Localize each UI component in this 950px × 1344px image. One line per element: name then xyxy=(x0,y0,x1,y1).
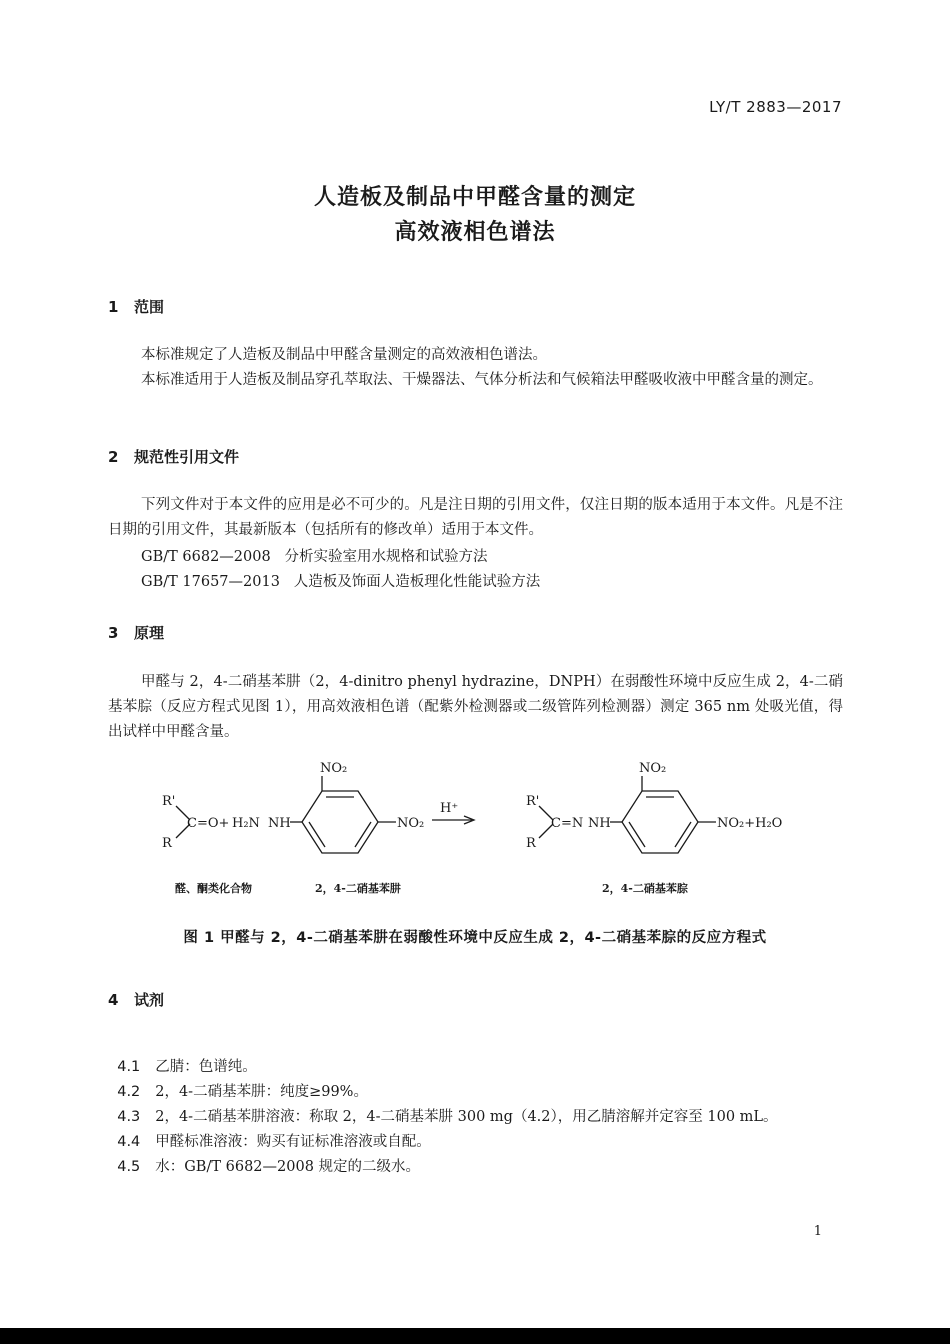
item-text: 乙腈：色谱纯。 xyxy=(155,1059,257,1075)
section-title: 规范性引用文件 xyxy=(134,448,240,466)
section-1-paragraph-2: 本标准适用于人造板及制品穿孔萃取法、干燥器法、气体分析法和气候箱法甲醛吸收液中甲醛含量的测定。 xyxy=(141,372,823,388)
item-number: 4.1 xyxy=(117,1059,141,1075)
no2-right-label: NO₂ xyxy=(397,816,425,831)
section-number: 3 xyxy=(108,624,119,642)
document-subtitle: 高效液相色谱法 xyxy=(394,220,556,245)
hydrazone-cn-label: C=N xyxy=(551,816,584,831)
section-title: 试剂 xyxy=(134,991,165,1009)
section-3-heading xyxy=(108,622,164,643)
document-title: 人造板及制品中甲醛含量的测定 xyxy=(313,185,636,210)
r-prime-label: R' xyxy=(162,794,176,809)
ring-2-double-bond xyxy=(675,822,691,847)
aldehyde-ketone-label: 醛、酮类化合物 xyxy=(175,882,252,895)
product-label: 2，4-二硝基苯腙 xyxy=(602,882,688,895)
item-number: 4.5 xyxy=(117,1159,141,1175)
item-text: 水：GB/T 6682—2008 规定的二级水。 xyxy=(155,1159,421,1175)
section-2-paragraph-1: 下列文件对于本文件的应用是必不可少的。凡是注日期的引用文件，仅注日期的版本适用于本文件。凡是不注日期的引用文件，其最新版本（包括所有的修改单）适用于本文件。 xyxy=(108,497,843,538)
reagent-label: 2，4-二硝基苯肼 xyxy=(315,882,401,895)
nh-label: NH xyxy=(268,816,291,831)
page-number: 1 xyxy=(813,1224,822,1239)
carbonyl-label: C=O+ xyxy=(187,816,230,831)
normative-reference-1: GB/T 6682—2008 分析实验室用水规格和试验方法 xyxy=(141,549,488,565)
no2-top-label: NO₂ xyxy=(320,761,348,776)
catalyst-label: H⁺ xyxy=(440,801,459,816)
benzene-ring-1 xyxy=(302,791,378,853)
section-3-paragraph-1: 甲醛与 2，4-二硝基苯肼（2，4-dinitro phenyl hydrazine，DNPH）在弱酸性环境中反应生成 2，4-二硝基苯腙（反应方程式见图 1），用高效液相色谱（配紫外检测器或二级管阵列检测器）测定 365 nm 处吸光值，得出试样中甲醛含量。 xyxy=(108,674,843,740)
ring-1-double-bond xyxy=(309,822,325,847)
h2n-label: H₂N xyxy=(232,816,260,831)
figure-caption: 图 1 甲醛与 2，4-二硝基苯肼在弱酸性环境中反应生成 2，4-二硝基苯腙的反应方程式 xyxy=(183,930,767,946)
item-number: 4.3 xyxy=(117,1109,141,1125)
section-4-heading xyxy=(108,989,164,1010)
ring-2-double-bond xyxy=(629,822,645,847)
item-number: 4.2 xyxy=(117,1084,141,1100)
normative-reference-2: GB/T 17657—2013 人造板及饰面人造板理化性能试验方法 xyxy=(141,574,541,590)
section-1-heading xyxy=(108,296,164,317)
ring-1-double-bond xyxy=(355,822,371,847)
product-r-prime-label: R' xyxy=(526,794,540,809)
item-text: 2，4-二硝基苯肼：纯度≥99%。 xyxy=(155,1084,368,1100)
item-text: 甲醛标准溶液：购买有证标准溶液或自配。 xyxy=(155,1134,431,1150)
product-tail-label: NO₂+H₂O xyxy=(717,816,783,831)
product-r-label: R xyxy=(526,836,536,851)
section-number: 1 xyxy=(108,298,119,316)
section-title: 原理 xyxy=(134,624,165,642)
product-structure xyxy=(539,776,716,853)
reactant-structure xyxy=(176,776,474,853)
item-text: 2，4-二硝基苯肼溶液：称取 2，4-二硝基苯肼 300 mg（4.2），用乙腈溶解并定容至 100 mL。 xyxy=(155,1109,778,1125)
section-title: 范围 xyxy=(134,298,165,316)
reaction-scheme-figure xyxy=(150,752,810,902)
product-no2-top-label: NO₂ xyxy=(639,761,667,776)
reagent-item xyxy=(108,1139,420,1176)
section-number: 2 xyxy=(108,448,119,466)
benzene-ring-2 xyxy=(622,791,698,853)
section-2-heading xyxy=(108,446,239,467)
standard-code: LY/T 2883—2017 xyxy=(709,98,842,116)
r-label: R xyxy=(162,836,172,851)
section-number: 4 xyxy=(108,991,119,1009)
page-bottom-border xyxy=(0,1328,950,1344)
item-number: 4.4 xyxy=(117,1134,141,1150)
product-nh-label: NH xyxy=(588,816,611,831)
section-1-paragraph-1: 本标准规定了人造板及制品中甲醛含量测定的高效液相色谱法。 xyxy=(141,347,547,363)
